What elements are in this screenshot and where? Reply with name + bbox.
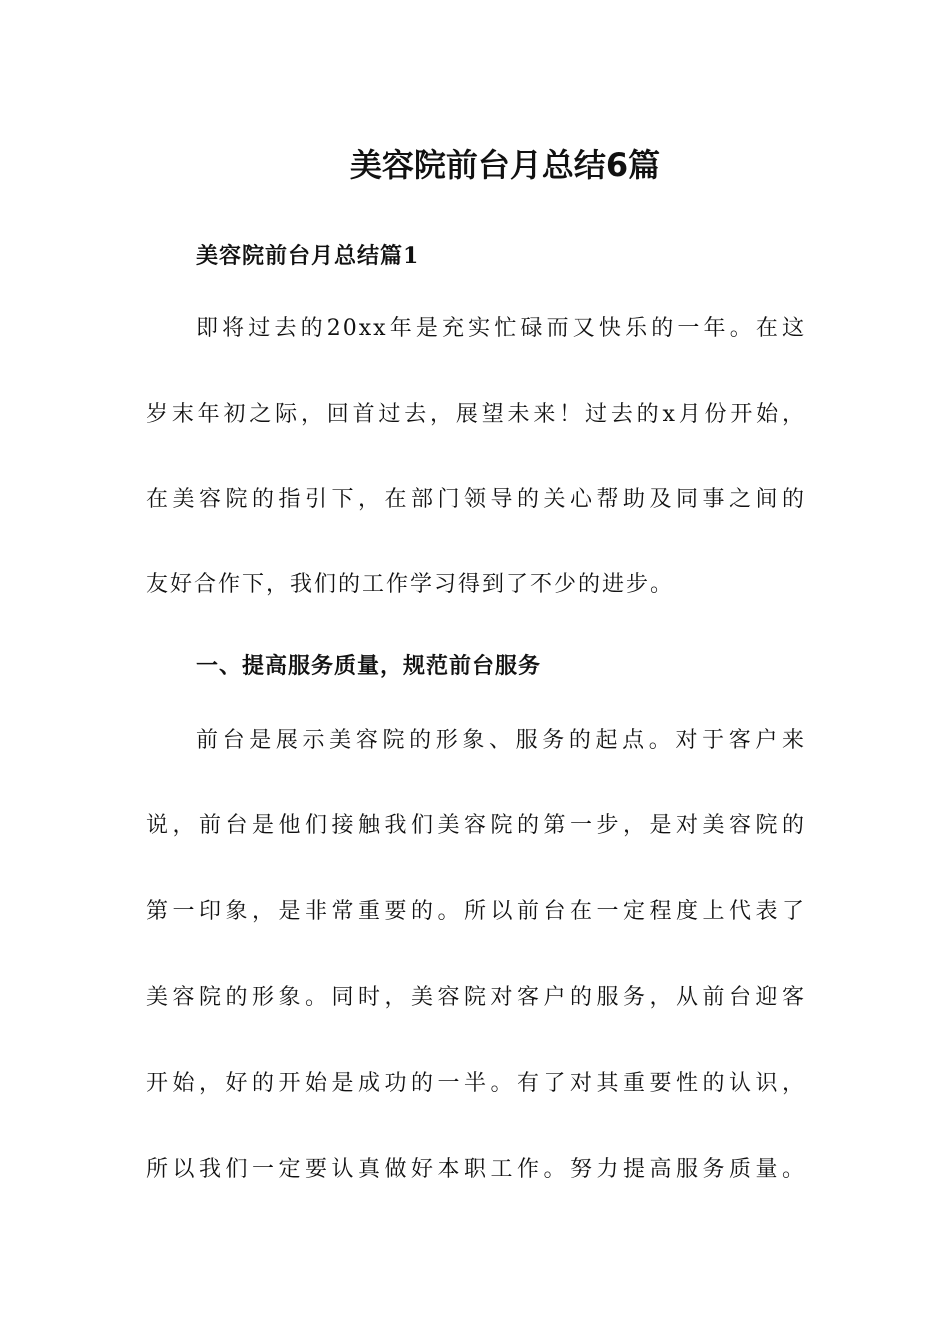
intro-line-2: 岁末年初之际，回首过去，展望未来！过去的x月份开始， [146, 402, 806, 427]
para-1-line-5: 开始，好的开始是成功的一半。有了对其重要性的认识， [146, 1071, 806, 1096]
section-title: 美容院前台月总结篇1 [196, 243, 420, 269]
intro-line-1: 即将过去的20xx年是充实忙碌而又快乐的一年。在这 [196, 316, 806, 341]
intro-line-3: 在美容院的指引下，在部门领导的关心帮助及同事之间的 [146, 487, 806, 512]
document-title: 美容院前台月总结6篇 [349, 146, 661, 184]
intro-line-4: 友好合作下，我们的工作学习得到了不少的进步。 [146, 572, 675, 597]
para-1-line-4: 美容院的形象。同时，美容院对客户的服务，从前台迎客 [146, 985, 806, 1010]
heading-service-quality: 一、提高服务质量，规范前台服务 [196, 653, 542, 679]
para-1-line-1: 前台是展示美容院的形象、服务的起点。对于客户来 [196, 728, 806, 753]
para-1-line-6: 所以我们一定要认真做好本职工作。努力提高服务质量。 [146, 1157, 806, 1182]
para-1-line-3: 第一印象，是非常重要的。所以前台在一定程度上代表了 [146, 899, 806, 924]
para-1-line-2: 说，前台是他们接触我们美容院的第一步，是对美容院的 [146, 813, 806, 838]
